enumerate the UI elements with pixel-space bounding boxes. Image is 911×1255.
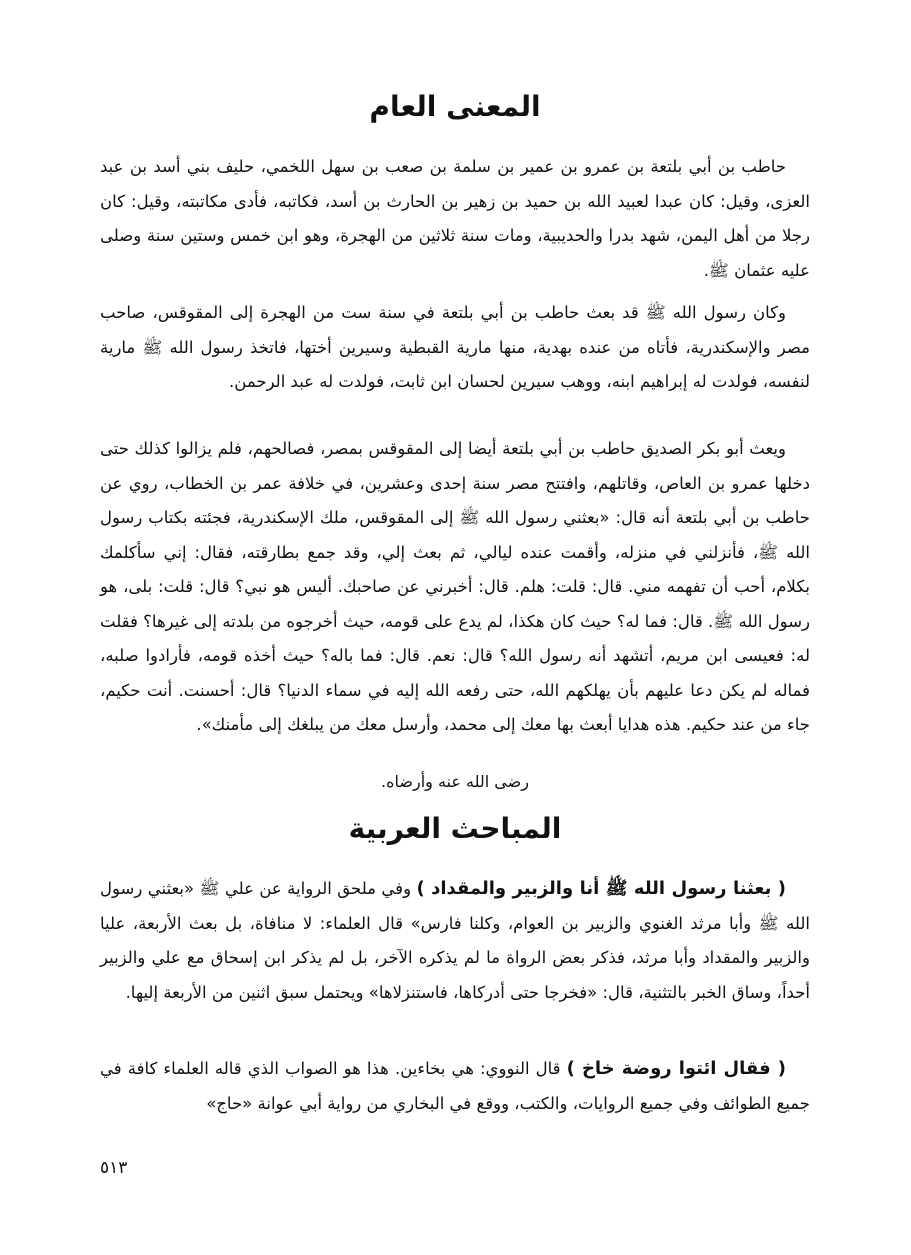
commentary-text: قال النووي: هي بخاءين. هذا هو الصواب الذي قاله العلماء كافة في جميع الطوائف وفي جميع الروايات، والكتب، ووقع في البخاري من رواية أبي عوانة «حاج» xyxy=(100,1059,810,1113)
paragraph-hadith-narration: ويعث أبو بكر الصديق حاطب بن أبي بلتعة أيضا إلى المقوقس بمصر، فصالحهم، فلم يزالوا كذلك حتى دخلها عمرو بن العاص، وقاتلهم، وافتتح مصر سنة إحدى وعشرين، في خلافة عمر بن الخطاب، روي عن حاطب بن أبي بلتعة أنه قال: «بعثني رسول الله ﷺ إلى المقوقس، ملك الإسكندرية، فجئته بكتاب رسول الله ﷺ، فأنزلني في منزله، وأقمت عنده ليالي، ثم بعث إلي، وقد جمع بطارقته، فقال: إني سأكلمك بكلام، أحب أن تفهمه مني. قال: قلت: هلم. قال: أخبرني عن صاحبك. أليس هو نبي؟ قال: قلت: بلى، هو رسول الله ﷺ. قال: فما له؟ حيث كان هكذا، لم يدع على قومه، حيث أخرجوه من بلدته إلى غيرها؟ فقلت له: فعيسى ابن مريم، أتشهد أنه رسول الله؟ قال: نعم. قال: فما باله؟ حيث أخذه قومه، فأرادوا صلبه، فماله لم يكن دعا عليهم بأن يهلكهم الله، حتى رفعه الله إليه في سماء الدنيا؟ قال: أحسنت. أنت حكيم، جاء من عند حكيم. هذه هدايا أبعث بها معك إلى محمد، وأرسل معك من يبلغك إلى مأمنك». xyxy=(100,439,810,734)
quoted-phrase: ( بعثنا رسول الله ﷺ أنا والزبير والمقداد ) xyxy=(416,878,786,899)
section-heading-arabic-studies: المباحث العربية xyxy=(348,812,562,845)
quoted-phrase: ( فقال ائتوا روضة خاخ ) xyxy=(566,1058,786,1079)
paragraph-mission-egypt: وكان رسول الله ﷺ قد بعث حاطب بن أبي بلتعة في سنة ست من الهجرة إلى المقوقس، صاحب مصر والإسكندرية، فأتاه من عنده بهدية، منها مارية القبطية وسيرين أختها، فاتخذ رسول الله ﷺ مارية لنفسه، فولدت له إبراهيم ابنه، ووهب سيرين لحسان ابن ثابت، فولدت له عبد الرحمن. xyxy=(100,303,810,391)
paragraph-biography: حاطب بن أبي بلتعة بن عمرو بن عمير بن سلمة بن صعب بن سهل اللخمي، حليف بني أسد بن عبد العزى، وقيل: كان عبدا لعبيد الله بن حميد بن زهير بن الحارث بن أسد، فكاتبه، فأدى مكاتبته، وقيل: كان رجلا من أهل اليمن، شهد بدرا والحديبية، ومات سنة ثلاثين من الهجرة، وهو ابن خمس وستين سنة وصلى عليه عثمان ﷺ. xyxy=(100,157,810,280)
section-heading-general-meaning: المعنى العام xyxy=(369,90,541,123)
paragraph-rawdat-khakh xyxy=(100,1052,810,1121)
page-number: ٥١٣ xyxy=(100,1158,128,1178)
paragraph-sent-three xyxy=(100,872,810,1010)
closing-line: رضى الله عنه وأرضاه. xyxy=(381,772,529,791)
commentary-text: وفي ملحق الرواية عن علي ﷺ «بعثني رسول الله ﷺ وأبا مرثد الغنوي والزبير بن العوام، وكلنا فارس» قال العلماء: لا منافاة، بل بعث الأربعة، عليا والزبير والمقداد وأبا مرثد، فذكر بعض الرواة ما لم يذكره الآخر، بل لم يذكر ابن إسحاق مع علي والزبير أحداً، وساق الخبر بالتثنية، قال: «فخرجا حتى أدركاها، فاستنزلاها» ويحتمل سبق اثنين من الأربعة إليها. xyxy=(100,879,810,1002)
